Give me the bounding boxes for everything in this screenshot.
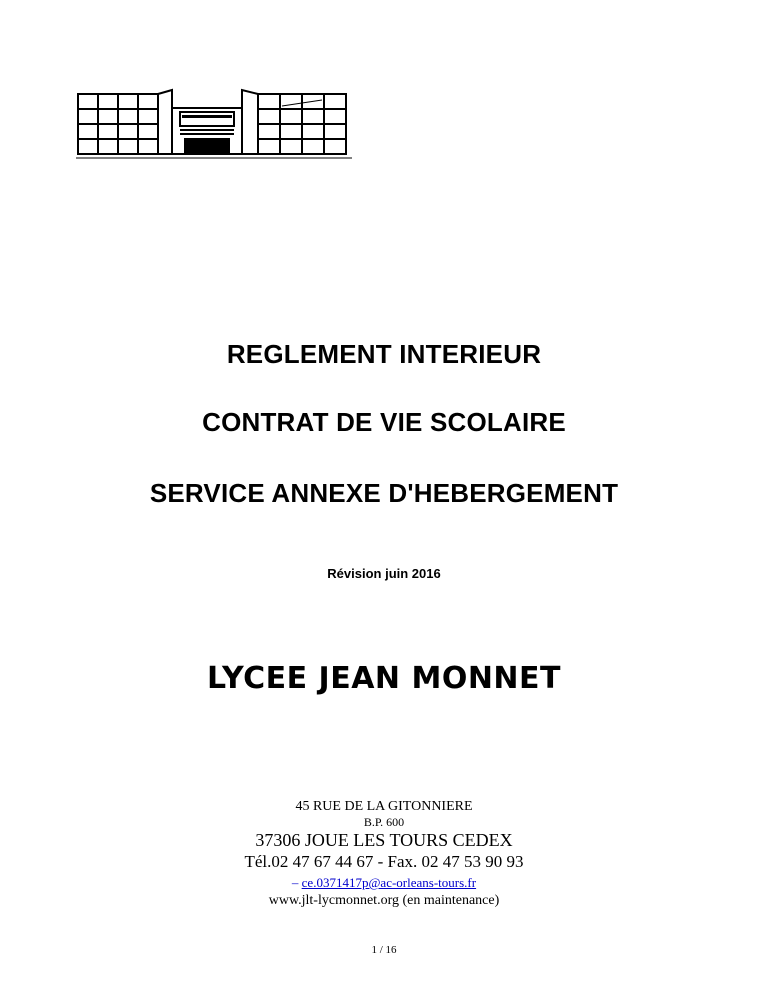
heading-reglement-interieur: REGLEMENT INTERIEUR bbox=[226, 339, 542, 369]
revision-date: Révision juin 2016 bbox=[327, 566, 441, 581]
email-dash: – bbox=[291, 875, 299, 890]
address-po-box: B.P. 600 bbox=[363, 815, 405, 829]
address-street: 45 RUE DE LA GITONNIERE bbox=[295, 799, 473, 814]
page-number: 1 / 16 bbox=[371, 944, 397, 956]
phone-fax: Tél.02 47 67 44 67 - Fax. 02 47 53 90 93 bbox=[244, 852, 524, 871]
email-link[interactable]: ce.0371417p@ac-orleans-tours.fr bbox=[301, 875, 477, 890]
school-building-logo-icon bbox=[76, 86, 354, 162]
address-city: 37306 JOUE LES TOURS CEDEX bbox=[255, 830, 513, 850]
heading-service-hebergement: SERVICE ANNEXE D'HEBERGEMENT bbox=[149, 478, 619, 508]
website: www.jlt-lycmonnet.org (en maintenance) bbox=[268, 893, 500, 908]
heading-contrat-vie-scolaire: CONTRAT DE VIE SCOLAIRE bbox=[202, 407, 566, 437]
email-line bbox=[0, 875, 768, 891]
school-name: LYCEE JEAN MONNET bbox=[207, 661, 561, 696]
